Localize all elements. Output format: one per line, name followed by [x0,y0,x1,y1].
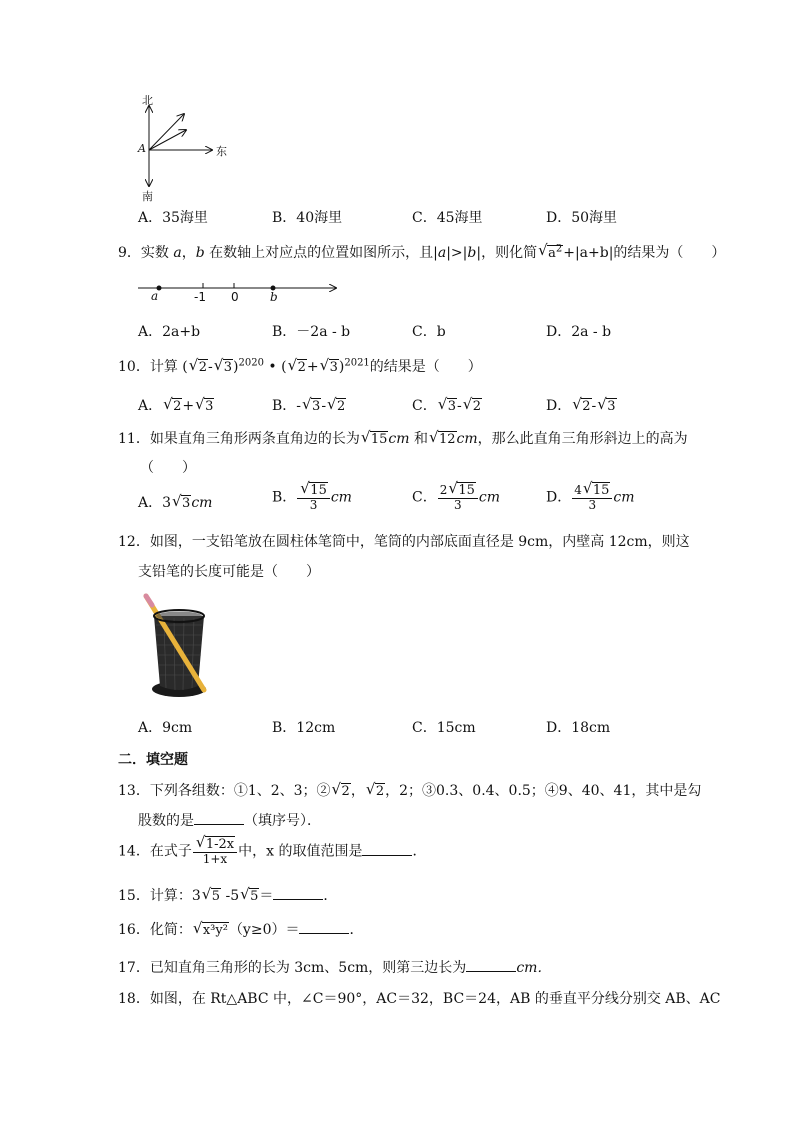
q13-stem-line1: 13．下列各组数：①1、2、3；② √ 2， √ 2，2；③0.3、0.4、0.5；④9、40、41，其中是勾 [118,780,702,799]
q12-stem-line2: 支铅笔的长度可能是（ ） [138,564,320,580]
q8-option-d: D．50海里 [546,210,618,226]
q12-stem-line1: 12．如图，一支铅笔放在圆柱体笔筒中，笔筒的内部底面直径是 9cm，内壁高 12cm，则这 [118,534,690,550]
q12-option-b: B．12cm [272,720,336,736]
q12-option-d: D．18cm [546,720,611,736]
q8-option-c: C．45海里 [412,210,483,226]
q9-radical: √ $a^2$ [538,240,563,261]
q12-option-a: A．9cm [138,720,193,736]
compass-point-label: A [138,142,146,155]
q11-stem: 11．如果直角三角形两条直角边的长为 √ 15cm 和 √ 12cm，那么此直角三角形斜边上的高为 [118,428,688,447]
section-title-fill-in: 二．填空题 [118,752,188,768]
q16-stem: 16．化简： √ x³y²（y≥0）＝ ． [118,919,364,938]
q9-option-c: C．b [412,324,446,340]
compass-east-label: 东 [216,145,227,158]
compass-south-label: 南 [142,190,153,203]
q17-answer-blank[interactable] [466,959,516,972]
q14-stem: 14．在式子 √ 1-2x 1+x 中，x 的取值范围是 ． [118,833,427,866]
q10-option-d: D． √ 2- √ 3 [546,395,616,414]
q12-option-c: C．15cm [412,720,476,736]
axis-label-zero: 0 [231,290,239,304]
q15-stem: 15．计算：3 √ 5 -5 √ 5＝ ． [118,885,338,904]
q14-answer-blank[interactable] [362,843,412,856]
q18-stem: 18．如图，在 Rt△ABC 中，∠C＝90°，AC＝32，BC＝24，AB 的垂直平分线分别交 AB、AC [118,991,721,1007]
q9-number-line [136,280,346,304]
pencil-holder-figure [138,590,220,702]
q11-option-b: B． √ 15 3 cm [272,479,352,512]
q13-answer-blank[interactable] [194,812,244,825]
q10-option-c: C． √ 3- √ 2 [412,395,482,414]
axis-label-b: b [270,290,278,304]
axis-label-minus1: -1 [194,290,206,304]
q11-option-c: C． 2 √ 15 3 cm [412,479,501,512]
q16-answer-blank[interactable] [299,921,349,934]
q17-stem: 17．已知直角三角形的长为 3cm、5cm，则第三边长为 cm． [118,960,552,976]
q8-option-b: B．40海里 [272,210,343,226]
q11-option-d: D． 4 √ 15 3 cm [546,479,635,512]
q15-answer-blank[interactable] [273,887,323,900]
q10-stem: 10．计算 ( √ 2- √ 3)$^{2020}$ • ( √ 2+ √ 3)$^{2021}$的结果是（ ） [118,356,482,375]
q11-option-a: A．3 √ 3cm [138,492,213,511]
q9-stem: 9．实数 a，b 在数轴上对应点的位置如图所示，且|a|>|b|，则化简 √ $a^2+|a+b|$的结果为（ ） [118,240,726,261]
q10-option-b: B．- √ 3- √ 2 [272,395,346,414]
q8-option-a: A．35海里 [138,210,208,226]
q10-option-a: A． √ 2+ √ 3 [138,395,214,414]
q9-option-d: D．2a - b [546,324,612,340]
q11-stem-paren: （ ） [140,460,196,476]
axis-label-a: a [151,289,159,303]
compass-north-label: 北 [142,94,153,107]
q13-stem-line2: 股数的是 （填序号）． [138,813,321,829]
q9-option-a: A．2a+b [138,324,201,340]
q9-option-b: B．－2a - b [272,324,351,340]
